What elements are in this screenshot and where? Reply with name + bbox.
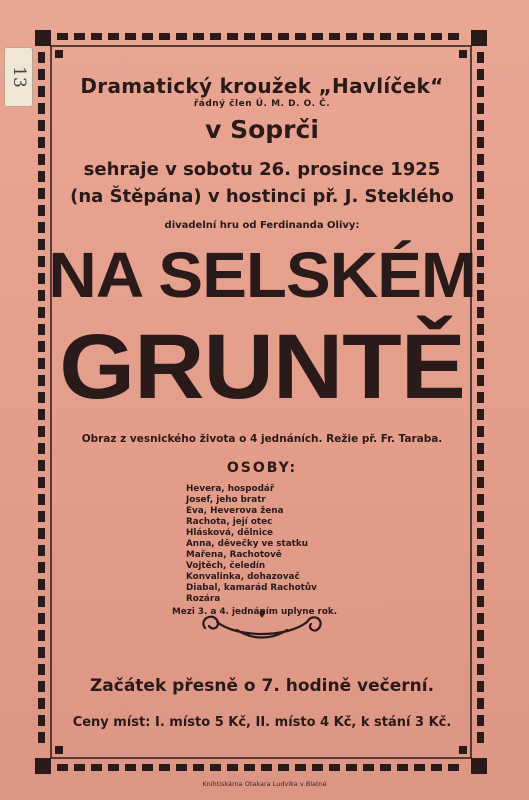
border-dash (142, 764, 153, 771)
archive-number: 13 (8, 66, 29, 88)
cast-member: Rozára (186, 594, 221, 604)
border-dash (477, 137, 484, 148)
cast-member: Mezi 3. a 4. jednáním uplyne rok. (172, 607, 338, 617)
border-dash (125, 764, 136, 771)
border-dash (477, 460, 484, 471)
border-dash (38, 698, 45, 709)
border-dash (477, 698, 484, 709)
border-dash (448, 33, 459, 40)
border-dash (38, 460, 45, 471)
border-dash (38, 596, 45, 607)
border-dash (477, 86, 484, 97)
border-dash (38, 647, 45, 658)
border-dash (477, 579, 484, 590)
border-dash (74, 764, 85, 771)
border-dash (38, 664, 45, 675)
border-dash (477, 120, 484, 131)
border-dash (397, 764, 408, 771)
play-title-line1: NA SELSKÉM (48, 239, 476, 311)
border-dash (38, 528, 45, 539)
flourish-ornament (197, 608, 327, 642)
border-dash (38, 545, 45, 556)
border-dash (477, 205, 484, 216)
border-dash (477, 154, 484, 165)
border-dash (477, 443, 484, 454)
border-dash (176, 33, 187, 40)
cast-member: Josef, jeho bratr (186, 495, 266, 505)
border-dash (295, 33, 306, 40)
border-dash (108, 33, 119, 40)
play-subtitle: Obraz z vesnického života o 4 jednáních. Režie př. Fr. Taraba. (81, 433, 443, 445)
border-dash (38, 715, 45, 726)
cast-member: Hevera, hospodář (186, 484, 275, 494)
cast-list (172, 484, 416, 618)
border-dash (477, 222, 484, 233)
archive-number-sticker (4, 47, 33, 107)
cast-member: Vojtěch, čeledín (186, 561, 266, 571)
border-dash (477, 103, 484, 114)
corner-square (55, 746, 63, 754)
border-dash (38, 103, 45, 114)
club-name: Dramatický kroužek „Havlíček“ (80, 74, 444, 98)
border-dash (477, 630, 484, 641)
border-dash (38, 137, 45, 148)
border-dash (38, 171, 45, 182)
border-dash (227, 33, 238, 40)
cast-member: Hlásková, dělnice (186, 528, 274, 538)
border-dash (295, 764, 306, 771)
corner-block (35, 758, 51, 774)
border-dash (176, 764, 187, 771)
border-dash (38, 69, 45, 80)
border-dash (477, 528, 484, 539)
cast-member: Diabal, kamarád Rachotův (186, 583, 317, 593)
border-dash (431, 33, 442, 40)
border-dash (193, 764, 204, 771)
border-dash (329, 764, 340, 771)
printer-credit: Knihtiskárna Otakara Ludvíka v Blatné (202, 780, 327, 788)
border-dash (448, 764, 459, 771)
border-dash (477, 171, 484, 182)
border-dash (278, 33, 289, 40)
border-dash (477, 647, 484, 658)
border-dash (38, 52, 45, 63)
border-dash (159, 764, 170, 771)
border-dash (477, 188, 484, 199)
border-dash (38, 120, 45, 131)
membership-note: řádný člen Ú. M. D. O. Č. (193, 99, 331, 109)
border-dash (38, 630, 45, 641)
border-dash (38, 86, 45, 97)
border-dash (363, 764, 374, 771)
border-dash (261, 33, 272, 40)
border-dash (57, 764, 68, 771)
border-dash (380, 33, 391, 40)
border-dash (414, 764, 425, 771)
border-dash (346, 764, 357, 771)
border-dash (312, 33, 323, 40)
border-dash (312, 764, 323, 771)
border-dash (477, 545, 484, 556)
border-dash (477, 613, 484, 624)
corner-square (459, 746, 467, 754)
start-time: Začátek přesně o 7. hodině večerní. (89, 676, 435, 696)
border-dash (38, 477, 45, 488)
corner-square (459, 50, 467, 58)
border-dash (431, 764, 442, 771)
border-dash (363, 33, 374, 40)
border-dash (38, 494, 45, 505)
corner-block (35, 30, 51, 46)
border-dash (38, 681, 45, 692)
border-dash (477, 494, 484, 505)
ticket-prices: Ceny míst: I. místo 5 Kč, II. místo 4 Kč, k stání 3 Kč. (72, 715, 452, 730)
border-dash (210, 764, 221, 771)
venue-line: (na Štěpána) v hostinci př. J. Steklého (70, 186, 454, 207)
author-line: divadelní hru od Ferdinanda Olivy: (164, 220, 360, 231)
border-dash (38, 562, 45, 573)
corner-square (55, 50, 63, 58)
corner-block (471, 30, 487, 46)
border-dash (227, 764, 238, 771)
border-dash (108, 764, 119, 771)
border-dash (38, 188, 45, 199)
border-dash (142, 33, 153, 40)
border-dash (38, 426, 45, 437)
border-dash (261, 764, 272, 771)
border-dash (244, 764, 255, 771)
border-dash (477, 511, 484, 522)
border-dash (38, 613, 45, 624)
date-line: sehraje v sobotu 26. prosince 1925 (83, 159, 441, 180)
border-dash (477, 732, 484, 743)
cast-member: Mařena, Rachotově (186, 550, 282, 560)
border-dash (159, 33, 170, 40)
border-dash (477, 596, 484, 607)
border-dash (380, 764, 391, 771)
cast-member: Eva, Heverova žena (186, 506, 284, 516)
border-dash (38, 154, 45, 165)
border-dash (210, 33, 221, 40)
border-dash (477, 52, 484, 63)
border-dash (38, 222, 45, 233)
border-dash (244, 33, 255, 40)
border-dash (346, 33, 357, 40)
border-dash (477, 477, 484, 488)
border-dash (74, 33, 85, 40)
border-dash (477, 426, 484, 437)
border-dash (125, 33, 136, 40)
border-dash (38, 579, 45, 590)
border-dash (329, 33, 340, 40)
cast-member: Anna, děvečky ve statku (186, 539, 308, 549)
border-dash (38, 443, 45, 454)
border-dash (38, 511, 45, 522)
border-dash (91, 764, 102, 771)
border-dash (278, 764, 289, 771)
border-dash (397, 33, 408, 40)
border-dash (477, 681, 484, 692)
border-dash (477, 69, 484, 80)
border-dash (477, 562, 484, 573)
play-title-line2: GRUNTĚ (59, 316, 465, 418)
cast-heading: OSOBY: (226, 460, 298, 476)
border-dash (193, 33, 204, 40)
border-dash (91, 33, 102, 40)
border-dash (477, 715, 484, 726)
border-dash (38, 732, 45, 743)
border-dash (477, 664, 484, 675)
place: v Soprči (205, 115, 319, 144)
cast-member: Rachota, její otec (186, 517, 273, 527)
cast-member: Konvalinka, dohazovač (186, 572, 300, 582)
border-dash (414, 33, 425, 40)
corner-block (471, 758, 487, 774)
border-dash (38, 205, 45, 216)
border-dash (57, 33, 68, 40)
